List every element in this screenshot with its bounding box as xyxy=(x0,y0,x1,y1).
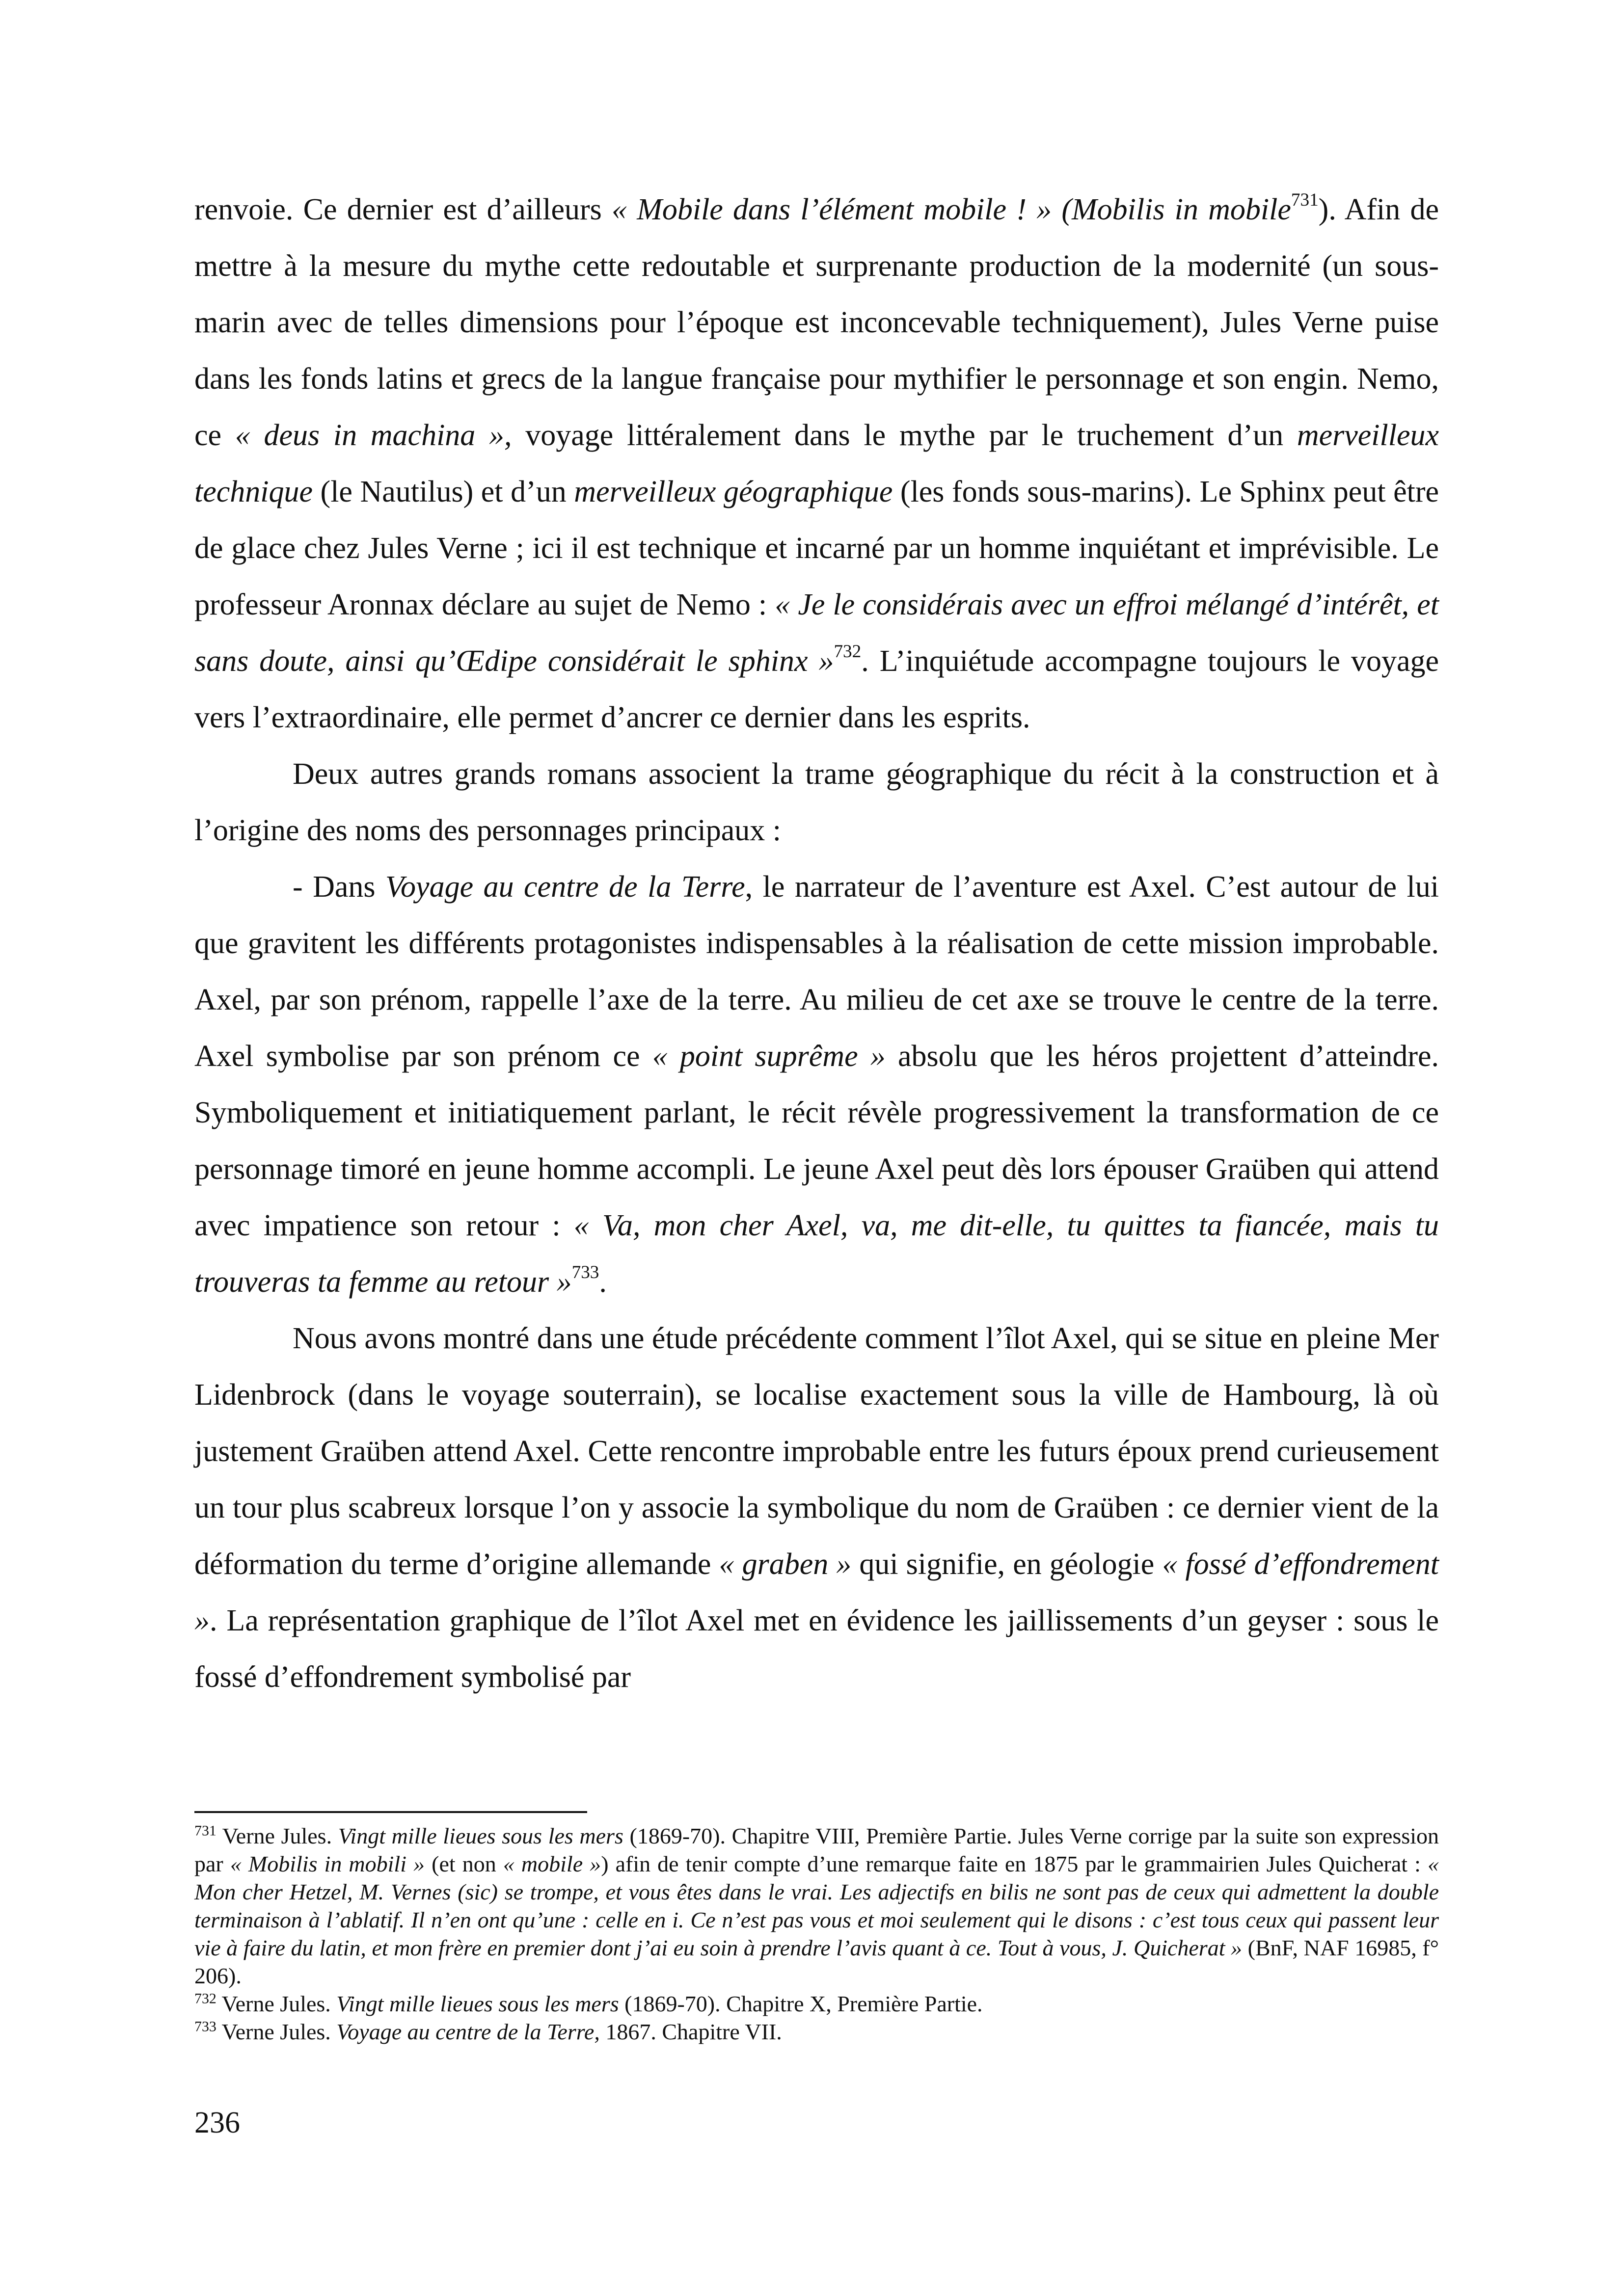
paragraph-1: renvoie. Ce dernier est d’ailleurs « Mobile dans l’élément mobile ! » (Mobilis in mobile$^{731}$). Afin de mettre à la mesure du mythe cette redoutable et surprenante production de la modernité (un sous-marin avec de telles dimensions pour l’époque est inconcevable techniquement), Jules Verne puise dans les fonds latins et grecs de la langue française pour mythifier le personnage et son engin. Nemo, ce « deus in machina », voyage littéralement dans le mythe par le truchement d’un merveilleux technique (le Nautilus) et d’un merveilleux géographique (les fonds sous-marins). Le Sphinx peut être de glace chez Jules Verne ; ici il est technique et incarné par un homme inquiétant et imprévisible. Le professeur Aronnax déclare au sujet de Nemo : « Je le considérais avec un effroi mélangé d’intérêt, et sans doute, ainsi qu’Œdipe considérait le sphinx »$^{732}$. L’inquiétude accompagne toujours le voyage vers l’extraordinaire, elle permet d’ancrer ce dernier dans les esprits. xyxy=(194,190,1439,734)
quote-point-supreme: « point suprême » xyxy=(652,1040,886,1073)
footnote-ref-731[interactable]: 731 xyxy=(1291,190,1319,211)
footnote-ref-733[interactable]: 733 xyxy=(571,1262,599,1283)
page-number: 236 xyxy=(194,2106,240,2139)
title-voyage-centre-terre: Voyage au centre de la Terre xyxy=(385,870,745,904)
quote-deus-in-machina: « deus in machina », xyxy=(235,419,512,452)
footnote-733: $^{733}$ Verne Jules. Voyage au centre de la Terre, 1867. Chapitre VII. xyxy=(194,2018,782,2044)
footnotes xyxy=(194,1822,1439,2046)
quote-oedipe: « Je le considérais avec un effroi mélangé d’intérêt, et sans doute, ainsi qu’Œdipe considérait le sphinx » xyxy=(194,588,1439,678)
quote-va-mon-cher-axel: « Va, mon cher Axel, va, me dit-elle, tu quittes ta fiancée, mais tu trouveras ta femme au retour » xyxy=(194,1209,1439,1299)
quote-graben: « graben » xyxy=(719,1548,852,1581)
term-merveilleux-geographique: merveilleux géographique xyxy=(574,475,893,508)
footnote-number: 731 xyxy=(194,1822,216,1839)
footnote-732: $^{732}$ Verne Jules. Vingt mille lieues sous les mers (1869-70). Chapitre X, Première Partie. xyxy=(194,1990,983,2016)
quote-fosse-effondrement: « fossé d’effondrement » xyxy=(194,1548,1439,1637)
body-text xyxy=(194,182,1439,1706)
footnote-number: 733 xyxy=(194,2018,216,2035)
paragraph-4: Nous avons montré dans une étude précédente comment l’îlot Axel, qui se situe en pleine Mer Lidenbrock (dans le voyage souterrain), se localise exactement sous la ville de Hambourg, là où justement Graüben attend Axel. Cette rencontre improbable entre les futurs époux prend curieusement un tour plus scabreux lorsque l’on y associe la symbolique du nom de Graüben : ce dernier vient de la déformation du terme d’origine allemande « graben » qui signifie, en géologie « fossé d’effondrement ». La représentation graphique de l’îlot Axel met en évidence les jaillissements d’un geyser : sous le fossé d’effondrement symbolisé par xyxy=(194,1322,1439,1694)
footnote-number: 732 xyxy=(194,1990,216,2007)
footnote-ref-732[interactable]: 732 xyxy=(834,641,862,662)
quicherat-letter-quote: « Mon cher Hetzel, M. Vernes (sic) se trompe, et vous êtes dans le vrai. Les adjectifs en bilis ne sont pas de ceux qui admettent la double terminaison à l’ablatif. Il n’en ont qu’une : celle en i. Ce n’est pas vous et moi seulement qui le disons : c’est tous ceux qui passent leur vie à faire du latin, et mon frère en premier dont j’ai eu soin à prendre l’avis quant à ce. Tout à vous, J. Quicherat » xyxy=(194,1851,1439,1960)
paragraph-3: - Dans Voyage au centre de la Terre, le narrateur de l’aventure est Axel. C’est autour de lui que gravitent les différents protagonistes indispensables à la réalisation de cette mission improbable. Axel, par son prénom, rappelle l’axe de la terre. Au milieu de cet axe se trouve le centre de la terre. Axel symbolise par son prénom ce « point suprême » absolu que les héros projettent d’atteindre. Symboliquement et initiatiquement parlant, le récit révèle progressivement la transformation de ce personnage timoré en jeune homme accompli. Le jeune Axel peut dès lors épouser Graüben qui attend avec impatience son retour : « Va, mon cher Axel, va, me dit-elle, tu quittes ta fiancée, mais tu trouveras ta femme au retour »$^{733}$. xyxy=(194,870,1439,1299)
quote-mobilis: « Mobile dans l’élément mobile ! » (Mobilis in mobile xyxy=(611,193,1291,226)
footnote-separator xyxy=(194,1811,587,1813)
footnote-731: $^{731}$ Verne Jules. Vingt mille lieues sous les mers (1869-70). Chapitre VIII, Première Partie. Jules Verne corrige par la suite son expression par « Mobilis in mobili » (et non « mobile ») afin de tenir compte d’une remarque faite en 1875 par le grammairien Jules Quicherat : « Mon cher Hetzel, M. Vernes (sic) se trompe, et vous êtes dans le vrai. Les adjectifs en bilis ne sont pas de ceux qui admettent la double terminaison à l’ablatif. Il n’en ont qu’une : celle en i. Ce n’est pas vous et moi seulement qui le disons : c’est tous ceux qui passent leur vie à faire du latin, et mon frère en premier dont j’ai eu soin à prendre l’avis quant à ce. Tout à vous, J. Quicherat » (BnF, NAF 16985, f° 206). xyxy=(194,1822,1439,1988)
paragraph-2: Deux autres grands romans associent la trame géographique du récit à la construction et à l’origine des noms des personnages principaux : xyxy=(194,757,1439,847)
term-merveilleux-technique: merveilleux technique xyxy=(194,419,1439,508)
